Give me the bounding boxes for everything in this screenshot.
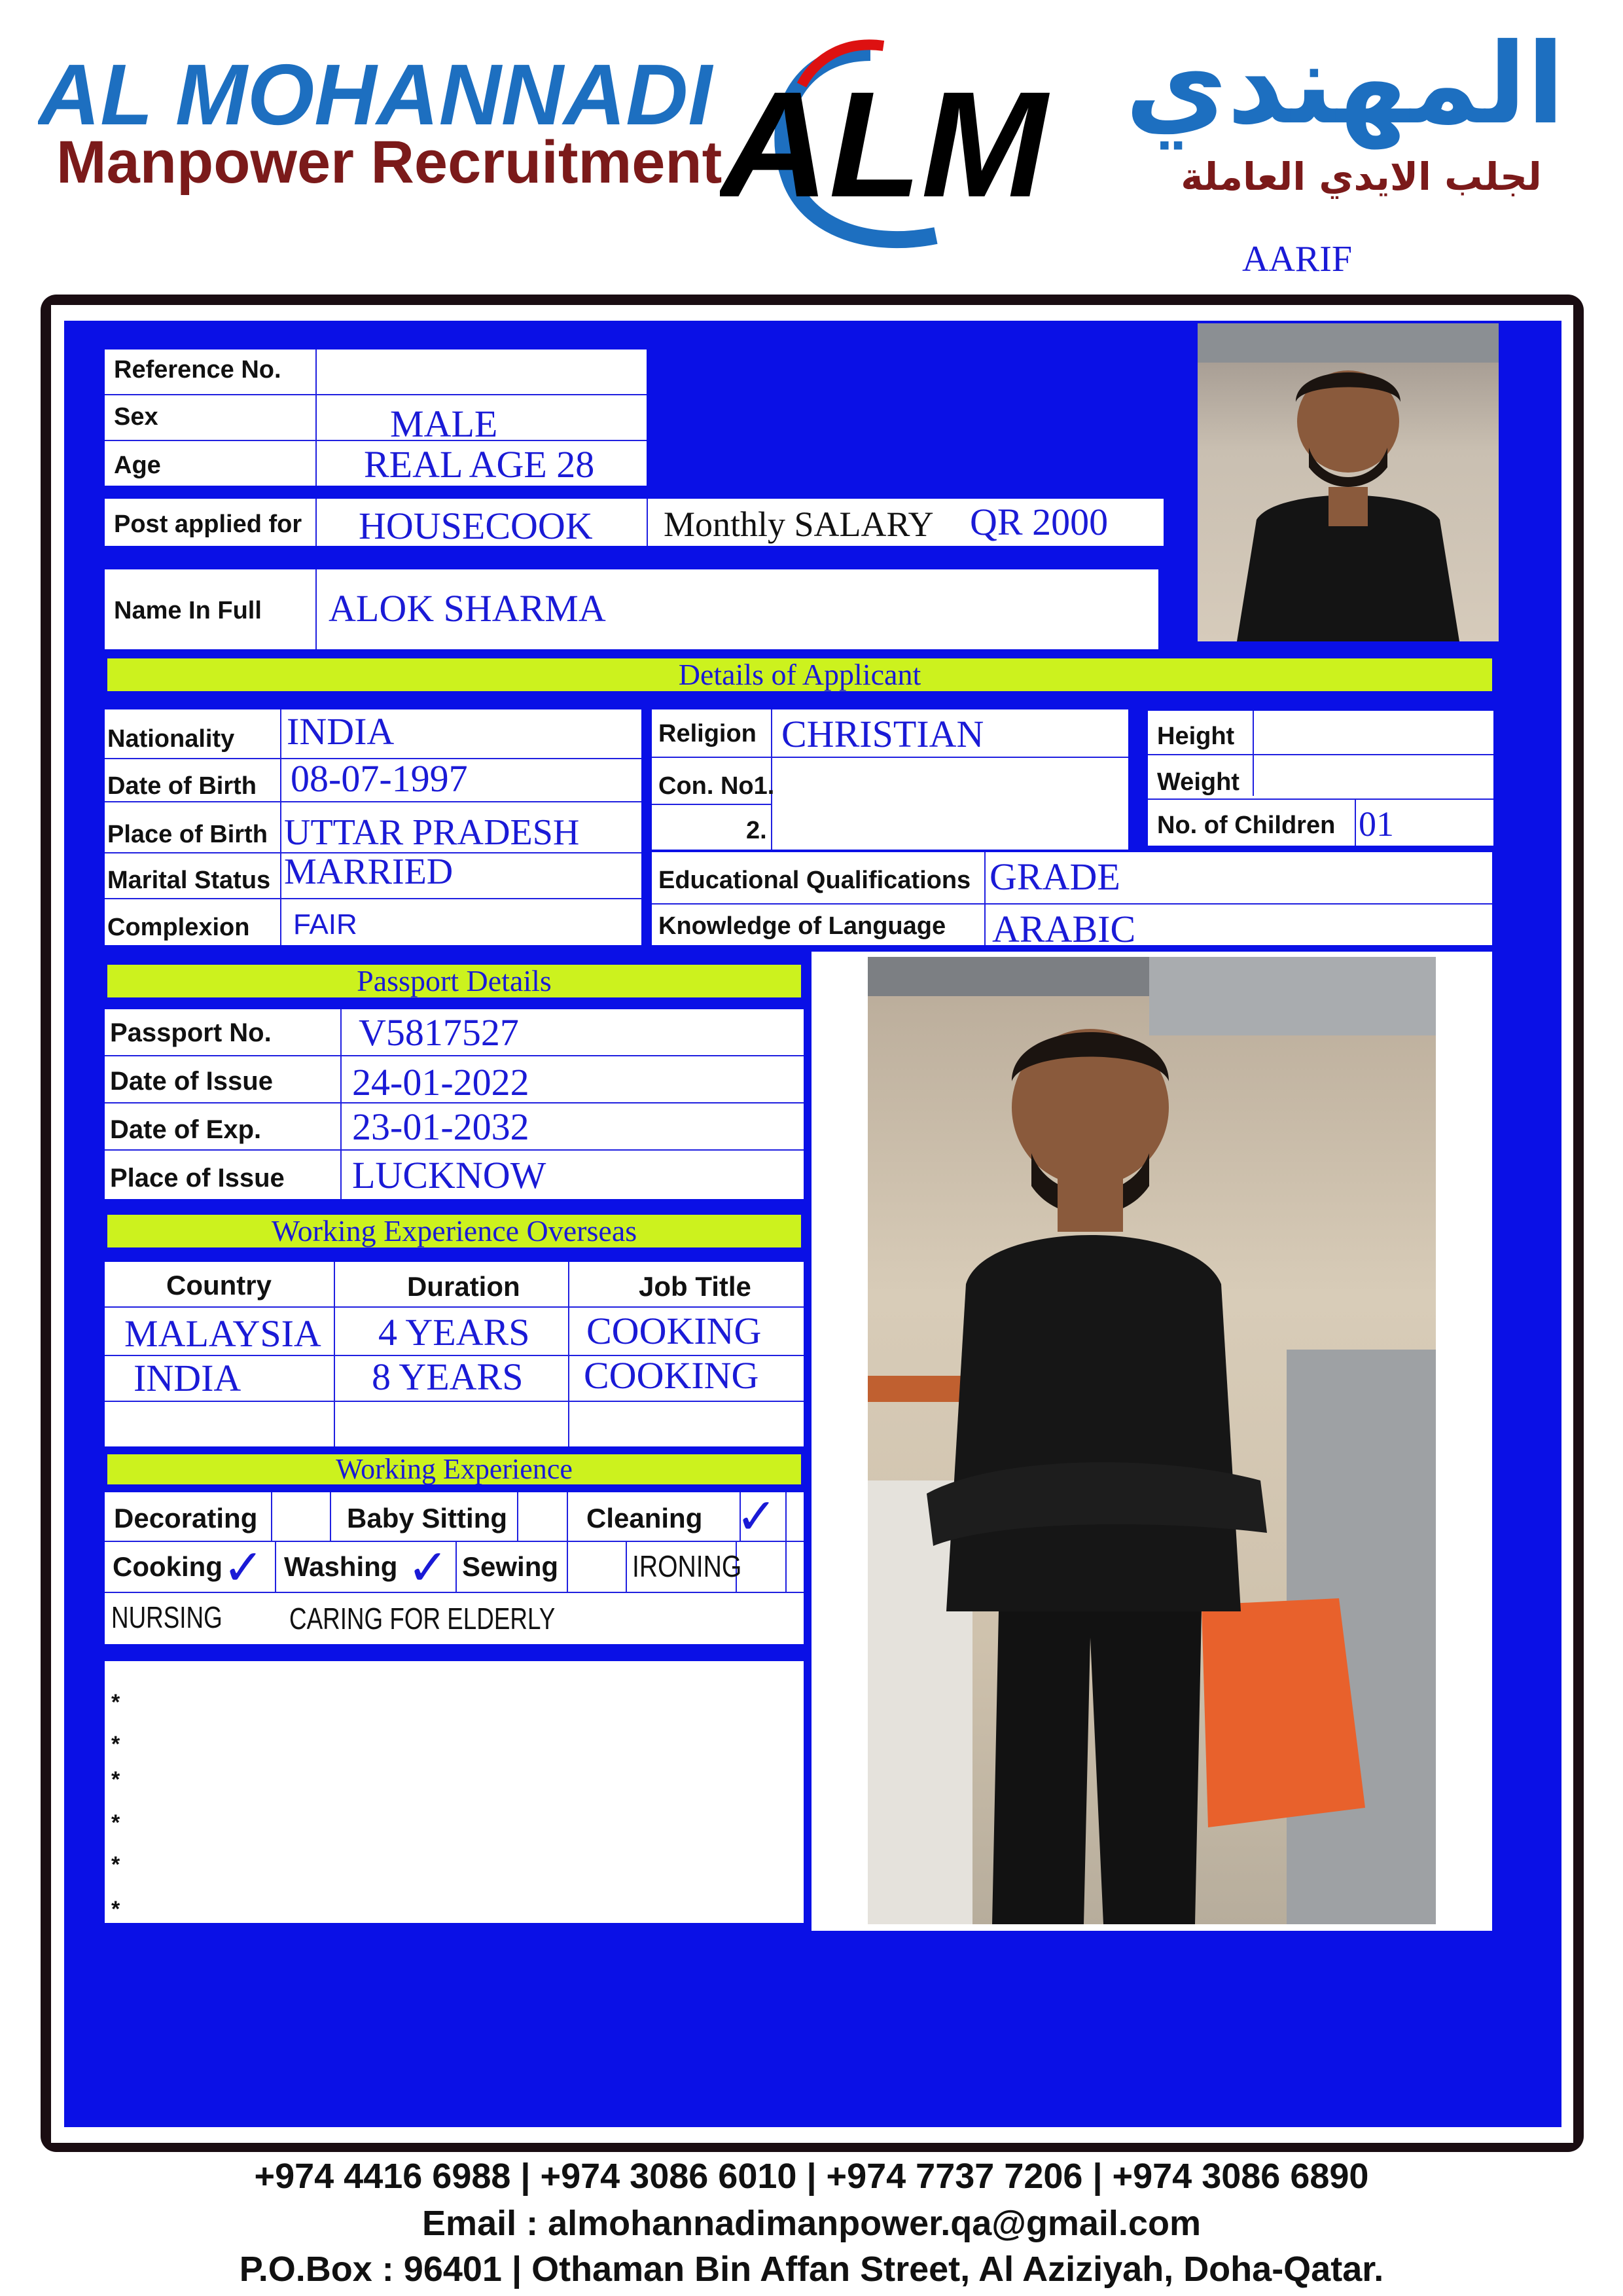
salary-value: QR 2000 [970,501,1109,543]
sex-label: Sex [114,403,158,431]
sewing-label: Sewing [462,1551,559,1582]
reference-label: Reference No. [114,356,281,384]
marital-value: MARRIED [284,852,454,892]
portrait-figure-icon [1198,323,1499,641]
brand-tagline-en: Manpower Recruitment [56,129,722,196]
applicant-full-photo [868,957,1436,1924]
ironing-label: IRONING [632,1549,742,1583]
row2-country: INDIA [134,1357,241,1399]
experience-heading: Working Experience [107,1454,801,1484]
washing-label: Washing [284,1551,398,1582]
religion-value: CHRISTIAN [781,713,984,755]
note-bullet-4: * [111,1810,120,1835]
nursing-label: NURSING [111,1600,223,1634]
brand-tagline-ar: لجلب الايدي العاملة [1181,154,1542,199]
post-value: HOUSECOOK [359,505,593,547]
issue-date-label: Date of Issue [110,1067,273,1096]
complexion-label: Complexion [107,914,250,941]
post-label: Post applied for [114,511,302,538]
brand-name-ar: المهندي [1125,20,1565,149]
issue-date-value: 24-01-2022 [352,1061,529,1103]
pob-value: UTTAR PRADESH [284,812,580,853]
notes-box [105,1661,804,1923]
age-value: REAL AGE 28 [364,443,595,486]
note-bullet-3: * [111,1767,120,1792]
footer-address: P.O.Box : 96401 | Othaman Bin Affan Street, Al Aziziyah, Doha-Qatar. [239,2250,1384,2289]
cleaning-label: Cleaning [586,1503,703,1534]
note-bullet-5: * [111,1852,120,1877]
applicant-portrait-photo [1198,323,1499,641]
name-box [105,569,1158,649]
agent-name: AARIF [1242,239,1353,279]
details-heading: Details of Applicant [107,658,1492,691]
decorating-label: Decorating [114,1503,258,1534]
children-value: 01 [1359,804,1394,844]
washing-check-icon: ✓ [407,1538,449,1596]
place-issue-label: Place of Issue [110,1164,285,1193]
note-bullet-1: * [111,1690,120,1715]
baby-sitting-label: Baby Sitting [347,1503,508,1534]
note-bullet-6: * [111,1897,120,1922]
passport-heading: Passport Details [107,965,801,997]
footer-phones: +974 4416 6988 | +974 3086 6010 | +974 7737 7206 | +974 3086 6890 [254,2157,1369,2196]
name-value: ALOK SHARMA [329,587,606,630]
marital-label: Marital Status [107,867,271,894]
sex-value: MALE [390,403,498,445]
alm-logo-mark [720,26,1060,255]
brand-name-en-line1: AL MOHANNADI [38,46,714,143]
education-value: GRADE [990,855,1120,898]
passport-no-value: V5817527 [359,1011,519,1054]
religion-label: Religion [658,720,757,747]
height-label: Height [1157,723,1235,750]
complexion-value: FAIR [293,908,357,941]
exp-date-value: 23-01-2032 [352,1105,529,1148]
cooking-check-icon: ✓ [223,1538,264,1596]
full-figure-icon [868,957,1436,1924]
pob-label: Place of Birth [107,821,268,848]
row2-job: COOKING [584,1354,759,1397]
col-duration: Duration [407,1271,520,1302]
place-issue-value: LUCKNOW [352,1154,546,1196]
language-label: Knowledge of Language [658,912,946,940]
overseas-heading: Working Experience Overseas [107,1215,801,1247]
weight-label: Weight [1157,768,1240,796]
age-label: Age [114,452,161,479]
footer-email: Email : almohannadimanpower.qa@gmail.com [422,2204,1201,2243]
caring-label: CARING FOR ELDERLY [289,1602,556,1636]
language-value: ARABIC [992,908,1136,950]
alm-logo [720,26,1060,255]
con2-label: 2. [746,817,767,844]
dob-value: 08-07-1997 [291,757,468,800]
exp-date-label: Date of Exp. [110,1115,262,1144]
row1-duration: 4 YEARS [378,1311,530,1354]
dob-label: Date of Birth [107,772,257,800]
con1-label: Con. No1. [658,772,775,800]
col-country: Country [166,1270,272,1300]
logo-text: ALM [720,60,1050,228]
row2-duration: 8 YEARS [372,1355,524,1398]
salary-label: Monthly SALARY [664,505,934,544]
cooking-label: Cooking [113,1551,223,1582]
nationality-value: INDIA [287,710,395,753]
education-label: Educational Qualifications [658,867,971,894]
passport-no-label: Passport No. [110,1018,272,1047]
nationality-label: Nationality [107,725,235,753]
cleaning-check-icon: ✓ [736,1487,777,1545]
children-label: No. of Children [1157,812,1336,839]
col-job-title: Job Title [639,1271,751,1302]
row1-job: COOKING [586,1310,762,1352]
note-bullet-2: * [111,1732,120,1757]
row1-country: MALAYSIA [124,1312,321,1355]
name-label: Name In Full [114,597,262,624]
